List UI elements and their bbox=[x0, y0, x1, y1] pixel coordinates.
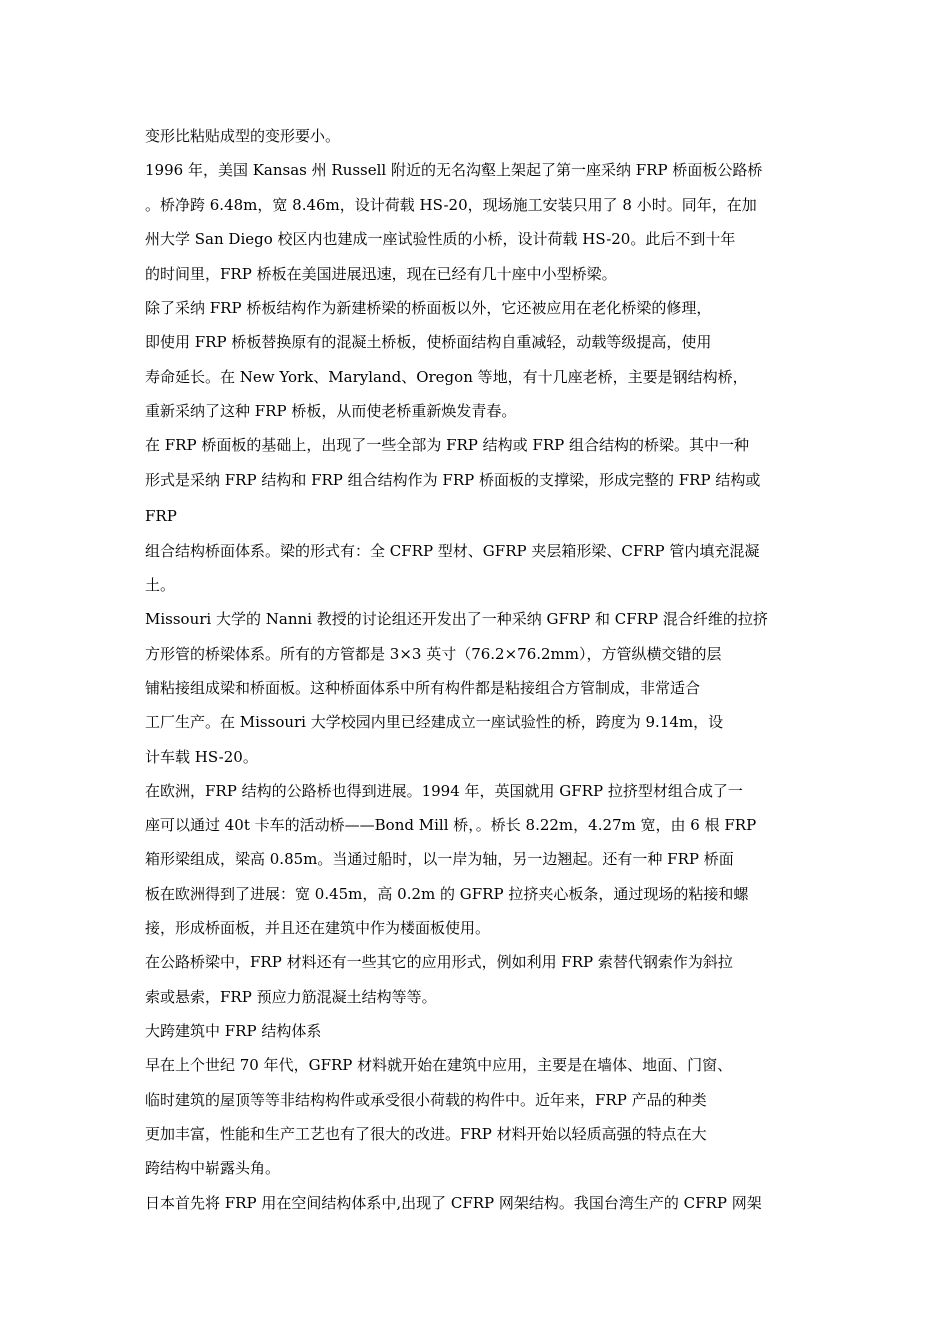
text-line: 接，形成桥面板，并且还在建筑中作为楼面板使用。 bbox=[145, 919, 491, 937]
text-line: 寿命延长。在 New York、Maryland、Oregon 等地，有十几座老桥，主要是钢结构桥， bbox=[145, 368, 748, 386]
text-line: 计车载 HS-20。 bbox=[145, 748, 258, 766]
text-line: 1996 年，美国 Kansas 州 Russell 附近的无名沟壑上架起了第一座采纳 FRP 桥面板公路桥 bbox=[145, 161, 763, 179]
text-line: 州大学 San Diego 校区内也建成一座试验性质的小桥，设计荷载 HS-20。此后不到十年 bbox=[145, 230, 736, 248]
text-line: Missouri 大学的 Nanni 教授的讨论组还开发出了一种采纳 GFRP 和 CFRP 混合纤维的拉挤 bbox=[145, 610, 768, 628]
text-line: 在欧洲，FRP 结构的公路桥也得到进展。1994 年，英国就用 GFRP 拉挤型材组合成了一 bbox=[145, 782, 743, 800]
text-line: 铺粘接组成梁和桥面板。这种桥面体系中所有构件都是粘接组合方管制成，非常适合 bbox=[145, 679, 701, 697]
text-line: 日本首先将 FRP 用在空间结构体系中,出现了 CFRP 网架结构。我国台湾生产的 CFRP 网架 bbox=[145, 1194, 762, 1212]
text-line: 工厂生产。在 Missouri 大学校园内里已经建成立一座试验性的桥，跨度为 9.14m，设 bbox=[145, 713, 724, 731]
text-line: 即使用 FRP 桥板替换原有的混凝土桥板，使桥面结构自重减轻，动载等级提高，使用 bbox=[145, 333, 712, 351]
section-heading: 大跨建筑中 FRP 结构体系 bbox=[145, 1022, 322, 1040]
text-line: 组合结构桥面体系。梁的形式有：全 CFRP 型材、GFRP 夹层箱形梁、CFRP 管内填充混凝 bbox=[145, 542, 760, 560]
text-line: 跨结构中崭露头角。 bbox=[145, 1159, 281, 1177]
text-line: 重新采纳了这种 FRP 桥板，从而使老桥重新焕发青春。 bbox=[145, 402, 517, 420]
text-line: 的时间里，FRP 桥板在美国进展迅速，现在已经有几十座中小型桥梁。 bbox=[145, 265, 617, 283]
text-line: 箱形梁组成，梁高 0.85m。当通过船时，以一岸为轴，另一边翘起。还有一种 FRP 桥面 bbox=[145, 850, 734, 868]
text-line: FRP bbox=[145, 507, 177, 525]
text-line: 变形比粘贴成型的变形要小。 bbox=[145, 127, 341, 145]
text-line: 临时建筑的屋顶等等非结构构件或承受很小荷载的构件中。近年来，FRP 产品的种类 bbox=[145, 1091, 707, 1109]
text-line: 土。 bbox=[145, 576, 176, 594]
text-line: 板在欧洲得到了进展：宽 0.45m，高 0.2m 的 GFRP 拉挤夹心板条，通过现场的粘接和螺 bbox=[145, 885, 749, 903]
text-line: 形式是采纳 FRP 结构和 FRP 组合结构作为 FRP 桥面板的支撑梁，形成完整的 FRP 结构或 bbox=[145, 471, 761, 489]
text-line: 。桥净跨 6.48m，宽 8.46m，设计荷载 HS-20，现场施工安装只用了 8 小时。同年，在加 bbox=[145, 196, 757, 214]
text-line: 在 FRP 桥面板的基础上，出现了一些全部为 FRP 结构或 FRP 组合结构的桥梁。其中一种 bbox=[145, 436, 749, 454]
text-line: 座可以通过 40t 卡车的活动桥——Bond Mill 桥，。桥长 8.22m，4.27m 宽，由 6 根 FRP bbox=[145, 816, 757, 834]
text-line: 方形管的桥梁体系。所有的方管都是 3×3 英寸（76.2×76.2mm），方管纵横交错的层 bbox=[145, 645, 722, 663]
text-line: 在公路桥梁中，FRP 材料还有一些其它的应用形式，例如利用 FRP 索替代钢索作为斜拉 bbox=[145, 953, 733, 971]
text-line: 早在上个世纪 70 年代，GFRP 材料就开始在建筑中应用，主要是在墙体、地面、门窗、 bbox=[145, 1056, 733, 1074]
text-line: 更加丰富，性能和生产工艺也有了很大的改进。FRP 材料开始以轻质高强的特点在大 bbox=[145, 1125, 707, 1143]
text-line: 索或悬索，FRP 预应力筋混凝土结构等等。 bbox=[145, 988, 437, 1006]
text-line: 除了采纳 FRP 桥板结构作为新建桥梁的桥面板以外，它还被应用在老化桥梁的修理， bbox=[145, 299, 712, 317]
